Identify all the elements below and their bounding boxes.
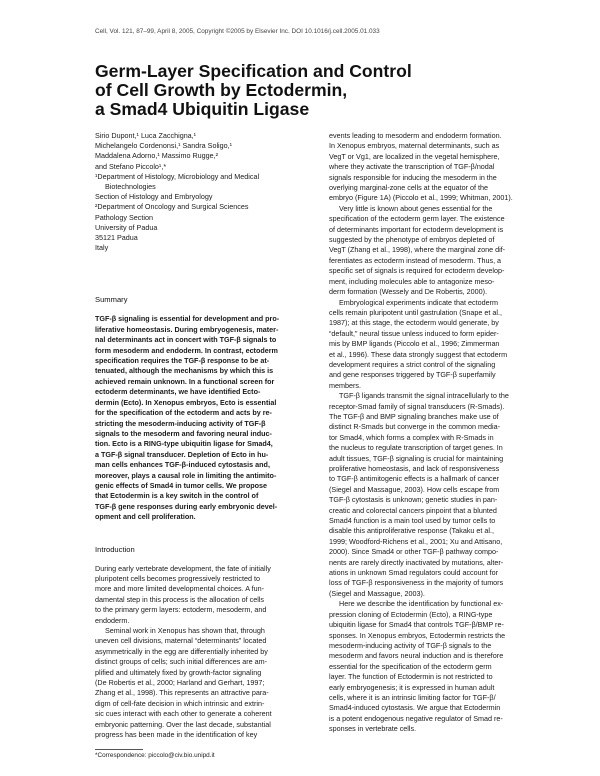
right-column (329, 131, 555, 735)
affiliation-line: 35121 Padua (95, 233, 138, 243)
correspondence-footnote: *Correspondence: piccolo@civ.bio.unipd.it (95, 752, 215, 759)
title-line-3: a Smad4 Ubiquitin Ligase (95, 98, 310, 119)
summary-heading: Summary (95, 295, 128, 305)
footnote-divider (95, 749, 143, 750)
affiliation-line: Biotechnologies (105, 182, 156, 192)
affiliation-line: University of Padua (95, 222, 158, 232)
introduction-paragraph-2: Seminal work in Xenopus has shown that, through uneven cell divisions, maternal “determinants” located asymmetrically in the egg are differentially inherited by distinct groups of cells; such initial differences are am- plified and ultimately fixed by growth-factor signaling (De Robertis et al., 2000; Harland and Gerhart, 1997; Zhang et al., 1998). This represents an attractive para- digm of cell-fate decision in which intrinsic and extrin- sic cues interact with each other to generate a coherent embryonic patterning. Over the last decade, substantial progress has been made in the identification of key (95, 626, 272, 740)
body-paragraph: Here we describe the identification by functional ex- pression cloning of Ectodermin (Ecto), a RING-type ubiquitin ligase for Smad4 that controls TGF-β/BMP re- sponses. In Xenopus embryos, Ectodermin restricts the mesoderm-inducing activity of TGF-β signals to the mesoderm and favors neural induction and is therefore essential for the specification of the ectoderm germ layer. The function of Ectodermin is not restricted to early embryogenesis; it is expressed in human adult cells, where it is an intrinsic limiting factor for TGF-β/ Smad4-induced cytostasis. We argue that Ectodermin is a potent endogenous negative regulator of Smad re- sponses in vertebrate cells. (329, 599, 506, 734)
affiliation-line: Italy (95, 243, 109, 253)
title-line-1: Germ-Layer Specification and Control (95, 60, 412, 81)
affiliation-line: ²Department of Oncology and Surgical Sciences (95, 202, 249, 212)
article-title (95, 62, 555, 119)
left-column (95, 131, 309, 740)
body-paragraph: events leading to mesoderm and endoderm formation. In Xenopus embryos, maternal determinants, such as VegT or Vg1, are localized in the vegetal hemisphere, where they activate the transcription of TGF-β/nodal signals responsible for inducing the mesoderm in the overlying marginal-zone cells at the equator of the embryo (Figure 1A) (Piccolo et al., 1999; Whitman, 2001). (329, 131, 513, 203)
body-paragraph: Very little is known about genes essential for the specification of the ectoderm germ layer. The existence of determinants important for ectoderm development is suggested by the phenotype of embryos depleted of VegT (Zhang et al., 1998), where the marginal zone dif- ferentiates as ectoderm instead of mesoderm. Thus, a specific set of signals is required for ectoderm develop- ment, including molecules able to antagonize meso- derm formation (Wessely and De Robertis, 2000). (329, 203, 506, 297)
journal-citation-line: Cell, Vol. 121, 87–99, April 8, 2005, Copyright ©2005 by Elsevier Inc. DOI 10.1016/j.cell.2005.01.033 (95, 28, 380, 35)
body-paragraph: TGF-β ligands transmit the signal intracellularly to the receptor-Smad family of signal transducers (R-Smads). The TGF-β and BMP signaling branches make use of distinct R-Smads but converge in the common media- tor Smad4, which forms a complex with R-Smads in the nucleus to regulate transcription of target genes. In adult tissues, TGF-β signaling is crucial for maintaining proliferative homeostasis, and lack of responsiveness to TGF-β antimitogenic effects is a hallmark of cancer (Siegel and Massague, 2003). How cells escape from TGF-β cytostasis is unknown; genetic studies in pan- creatic and colorectal cancers pinpoint that a blunted Smad4 function is a main tool used by tumor cells to disable this antiproliferative response (Takaku et al., 1999; Woodford-Richens et al., 2001; Xu and Attisano, 2000). Since Smad4 or other TGF-β pathway compo- nents are rarely directly inactivated by mutations, alter- ations in unknown Smad regulators could account for loss of TGF-β responsiveness in the majority of tumors (Siegel and Massague, 2003). (329, 391, 509, 598)
introduction-paragraph-1: During early vertebrate development, the fate of initially pluripotent cells becomes progressively restricted to more and more limited developmental choices. A fun- damental step in this process is the allocation of cells to the primary germ layers: ectoderm, mesoderm, and endoderm. (95, 563, 271, 625)
author-list: Sirio Dupont,¹ Luca Zacchigna,¹ Michelangelo Cordenonsi,¹ Sandra Soligo,¹ Maddalena Adorno,¹ Massimo Rugge,² and Stefano Piccolo¹,* (95, 131, 233, 171)
affiliation-line: Pathology Section (95, 212, 153, 222)
affiliation-line: Section of Histology and Embryology (95, 192, 213, 202)
introduction-heading: Introduction (95, 544, 135, 554)
summary-text: TGF-β signaling is essential for development and pro- liferative homeostasis. During embryogenesis, mater- nal determinants act in concert with TGF-β signals to form mesoderm and endoderm. In contrast, ectoderm specification requires the TGF-β response to be at- tenuated, although the mechanisms by which this is achieved remain unknown. In a functional screen for ectoderm determinants, we have identified Ecto- dermin (Ecto). In Xenopus embryos, Ecto is essential for the specification of the ectoderm and acts by re- stricting the mesoderm-inducing activity of TGF-β signals to the mesoderm and favoring neural induc- tion. Ecto is a RING-type ubiquitin ligase for Smad4, a TGF-β signal transducer. Depletion of Ecto in hu- man cells enhances TGF-β-induced cytostasis and, moreover, plays a causal role in limiting the antimito- genic effects of Smad4 in tumor cells. We propose that Ectodermin is a key switch in the control of TGF-β gene responses during early embryonic devel- opment and cell proliferation. (95, 314, 280, 522)
title-line-2: of Cell Growth by Ectodermin, (95, 79, 348, 100)
affiliations (95, 172, 309, 254)
affiliation-line: ¹Department of Histology, Microbiology and Medical (95, 171, 260, 181)
body-paragraph: Embryological experiments indicate that ectoderm cells remain pluripotent until gastrulation (Snape et al., 1987); at this stage, the ectoderm would generate, by “default,” neural tissue unless induced to form epider- mis by BMP ligands (Piccolo et al., 1996; Zimmerman et al., 1996). These data strongly suggest that ectoderm development requires a strict control of the signaling and gene responses triggered by TGF-β superfamily members. (329, 297, 508, 390)
